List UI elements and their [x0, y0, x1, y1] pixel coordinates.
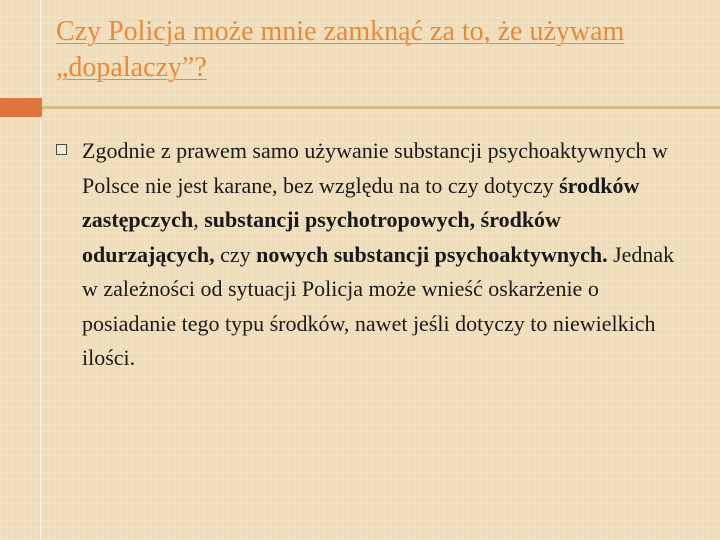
bullet-item [56, 134, 676, 376]
text-segment: czy [214, 241, 257, 267]
accent-bar [0, 98, 42, 117]
text-segment: Jednak w zależności od sytuacji Policja może wnieść oskarżenie o posiadanie tego typu środków, nawet jeśli dotyczy to niewielkich ilości. [82, 241, 675, 370]
slide-content [56, 134, 676, 376]
square-bullet-icon [56, 144, 67, 155]
title-divider [42, 106, 720, 109]
bold-term: substancji psychotropowych, środków odurzających, [82, 207, 561, 267]
text-segment: Zgodnie z prawem samo używanie substancji psychoaktywnych w Polsce nie jest karane, bez względu na to czy dotyczy [82, 138, 668, 198]
bold-term: środków zastępczych [82, 172, 640, 232]
bold-term: nowych substancji psychoaktywnych. [256, 241, 608, 267]
text-segment: , [193, 207, 205, 232]
slide-title: Czy Policja może mnie zamknąć za to, że używam „dopalaczy”? [56, 16, 625, 83]
bullet-text [82, 134, 676, 376]
